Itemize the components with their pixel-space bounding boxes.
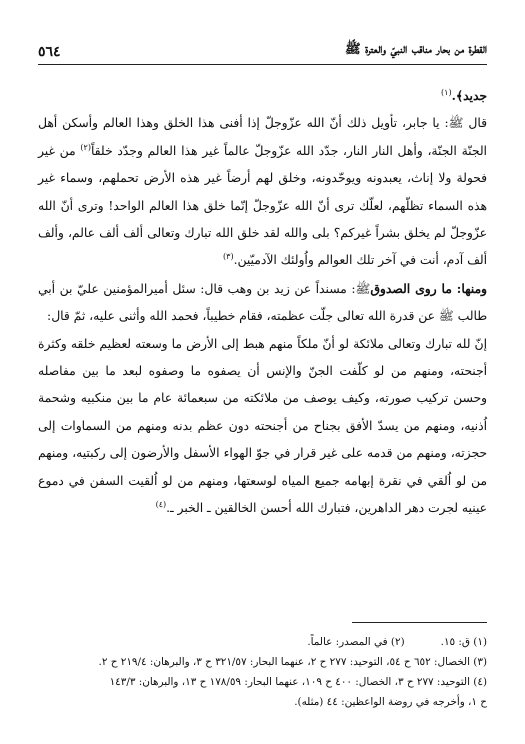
footnote-4-line-1: (٤) التوحيد: ٢٧٧ ح ٣، الخصال: ٤٠٠ ح ١٠٩، عنهما البحار: ١٧٨/٥٩ ح ١٣، والبرهان: ١٤٣/٣ <box>109 676 487 688</box>
running-title: القطرة من بحار مناقب النبيّ والعترة ﷺ <box>345 42 487 57</box>
paragraph-3 <box>38 275 487 331</box>
footnote-ref-3[interactable]: (٣) <box>223 252 234 262</box>
page-body <box>38 82 487 523</box>
paragraph-3-text: ﷺ: مسنداً عن زيد بن وهب قال: سئل أميرالمؤمنين عليّ بن أبي طالب ﷺ عن قدرة الله تعالى جلّت عظمته، فقام خطيباً، فحمد الله وأثنى عليه، ثمّ قال: <box>38 281 487 324</box>
footnote-ref-4[interactable]: (٤) <box>155 500 167 509</box>
header-rule <box>38 64 487 65</box>
paragraph-2-part-1: قال ﷺ: يا جابر، تأويل ذلك أنّ الله عزّوجلّ إذا أفنى هذا الخلق وهذا العالم وأسكن أهل الجنّة الجنّة، وأهل النار النار، جدّد الله عزّوجلّ عالماً غير هذا العالم وجدّد خلقاً <box>38 116 487 158</box>
footnote-row-1 <box>38 632 487 652</box>
page-header <box>38 32 487 60</box>
page-number: ٥٦٤ <box>38 44 61 60</box>
footnote-rule <box>352 622 487 623</box>
paragraph-4 <box>38 331 487 523</box>
footnote-2: (٢) في المصدر: عالماً. <box>307 636 405 648</box>
footnote-4-line-2: ح ١، وأخرجه في روضة الواعظين: ٤٤ (مثله). <box>294 696 487 708</box>
footnotes <box>38 632 487 712</box>
footnote-ref-1[interactable]: (١) <box>441 87 452 97</box>
footnote-ref-2[interactable]: (٢) <box>80 142 91 152</box>
footnote-3: (٣) الخصال: ٦٥٢ ح ٥٤، التوحيد: ٢٧٧ ح ٢، عنهما البحار: ٣٢١/٥٧ ح ٣، والبرهان: ٢١٩/٤ ح ٢. <box>98 656 487 668</box>
paragraph-3-lead: ومنها: ما روى الصدوق <box>370 280 487 296</box>
paragraph-1 <box>38 82 487 110</box>
paragraph-2 <box>38 110 487 274</box>
footnote-1: (١) ق: ١٥. <box>440 636 487 648</box>
quran-end: جديد﴾. <box>451 88 487 103</box>
paragraph-2-part-2: من غير فحولة ولا إناث، يعبدونه ويوحّدونه، وخلق لهم أرضاً غير هذه الأرض تحملهم، وسماء غير هذه السماء تظلّهم، لعلّك ترى أنّ الله عزّوجلّ إنّما خلق هذا العالم الواحد! وترى أنّ الله عزّوجلّ لم يخلق بشراً غيركم؟ بلى والله لقد خلق الله تبارك وتعالى ألف ألف عالم، وألف ألف آدم، أنت في آخر تلك العوالم واُولئك الآدميّين. <box>38 143 487 268</box>
paragraph-4-text: إنّ لله تبارك وتعالى ملائكة لو أنّ ملكاً منهم هبط إلى الأرض ما وسعته لعظيم خلقه وكثرة أجنحته، ومنهم من لو كلّفت الجنّ والإنس أن يصفوه ما وصفوه لبعد ما بين مفاصله وحسن تركيب صورته، وكيف يوصف من ملائكته من سبعمائة عام ما بين منكبيه وشحمة اُذنيه، ومنهم من يسدّ الأفق بجناح من أجنحته دون عظم بدنه ومنهم من السماوات إلى حجزته، ومنهم من قدمه على غير قرار في جوّ الهواء الأسفل والأرضون إلى ركبتيه، ومنهم من لو اُلقي في نقرة إبهامه جميع المياه لوسعتها، ومنهم من لو اُلقيت السفن في دموع عينيه لجرت دهر الداهرين، فتبارك الله أحسن الخالقين ـ الخبر ـ. <box>38 336 487 516</box>
